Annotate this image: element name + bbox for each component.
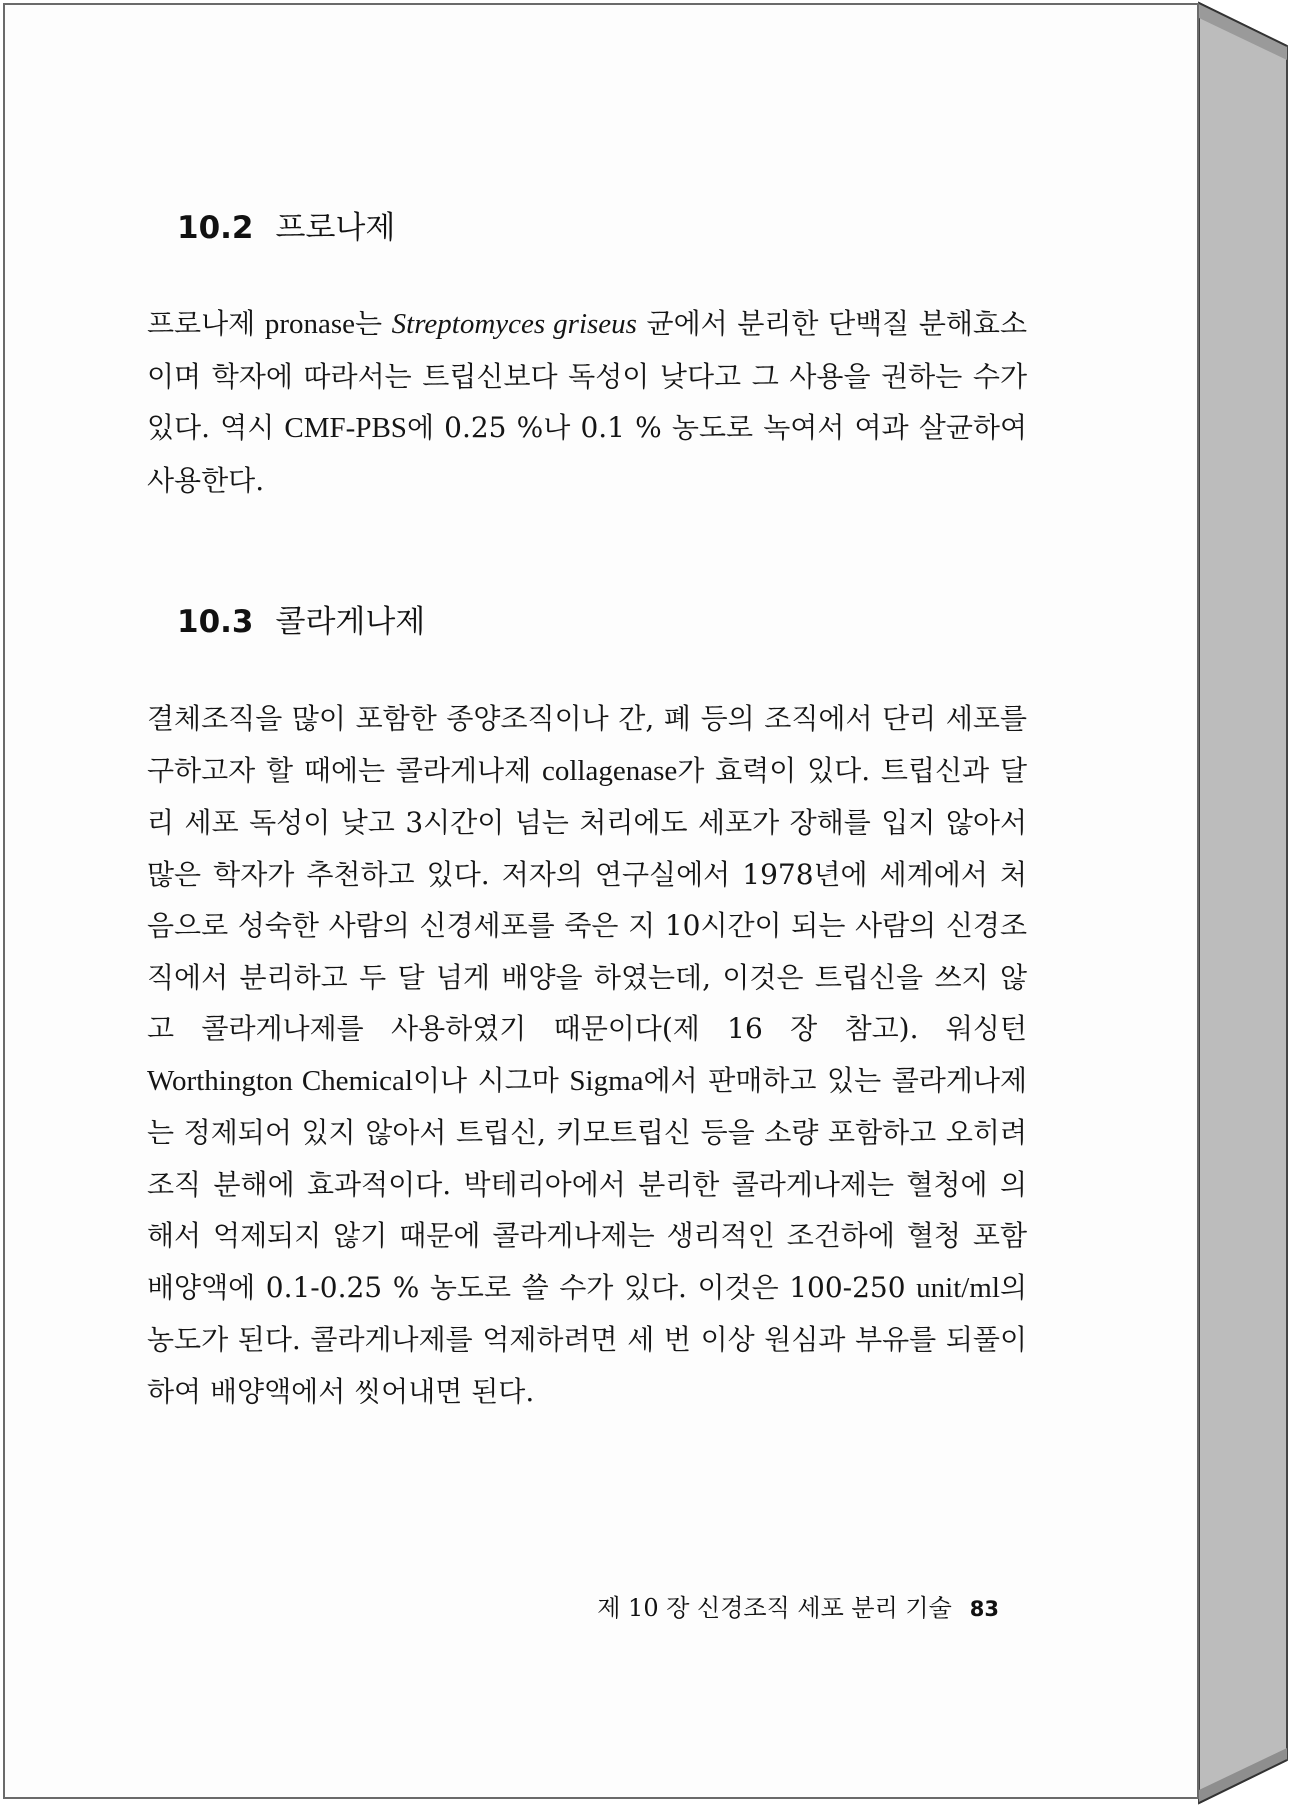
section-title: 콜라게나제 <box>275 604 426 640</box>
latin-term: unit/ml <box>916 1271 1000 1304</box>
section-title: 프로나제 <box>275 210 396 246</box>
page-number: 83 <box>969 1597 999 1621</box>
text-run: 에 0.25 %나 0.1 % 농도로 녹여서 여과 살균하여 사용한다. <box>147 411 1027 497</box>
text-run: 결체조직을 많이 포함한 종양조직이나 간, 폐 등의 조직에서 단리 세포를 구하고자 할 때에는 콜라게나제 <box>147 702 1027 787</box>
page <box>3 3 1199 1799</box>
section-number: 10.3 <box>177 604 254 640</box>
paragraph-pronase <box>147 298 1027 506</box>
text-run: 가 효력이 있다. 트립신과 달리 세포 독성이 낮고 3시간이 넘는 처리에도 세포가 장해를 입지 않아서 많은 학자가 추천하고 있다. 저자의 연구실에서 1978년에 세계에서 처음으로 성숙한 사람의 신경세포를 죽은 지 10시간이 되는 사람의 신경조직에서 분리하고 두 달 넘게 배양을 하였는데, 이것은 트립신을 쓰지 않고 콜라게나제를 사용하였기 때문이다(제 16 장 참고). 워싱턴 <box>147 753 1027 1045</box>
section-heading-10-3 <box>177 596 425 641</box>
latin-term: CMF-PBS <box>284 412 407 444</box>
text-run: 에서 판매하고 있는 콜라게나제는 정제되어 있지 않아서 트립신, 키모트립신 등을 소량 포함하고 오히려 조직 분해에 효과적이다. 박테리아에서 분리한 콜라게나제는 혈청에 의해서 억제되지 않기 때문에 콜라게나제는 생리적인 조건하에 혈청 포함 배양액에 0.1-0.25 % 농도로 쓸 수가 있다. 이것은 100-250 <box>147 1063 1027 1304</box>
species-name: Streptomyces griseus <box>391 308 637 340</box>
text-run: 의 농도가 된다. 콜라게나제를 억제하려면 세 번 이상 원심과 부유를 되풀이하여 배양액에서 씻어내면 된다. <box>147 1270 1027 1408</box>
latin-term: collagenase <box>541 754 678 787</box>
text-run: 프로나제 <box>147 307 265 340</box>
latin-term: Worthington Chemical <box>147 1064 413 1097</box>
section-number: 10.2 <box>177 210 254 246</box>
page-footer <box>5 1588 999 1623</box>
paragraph-collagenase <box>147 693 1027 1417</box>
section-heading-10-2 <box>177 202 395 247</box>
latin-term: pronase <box>264 308 355 340</box>
latin-term: Sigma <box>569 1064 644 1097</box>
text-run: 는 <box>355 307 392 340</box>
running-title: 제 10 장 신경조직 세포 분리 기술 <box>597 1594 952 1622</box>
text-run: 이나 시그마 <box>412 1063 570 1097</box>
text-run: 균에서 분리한 단백질 분해효소이며 학자에 따라서는 트립신보다 독성이 낮다고 그 사용을 권하는 수가 있다. 역시 <box>147 307 1028 444</box>
